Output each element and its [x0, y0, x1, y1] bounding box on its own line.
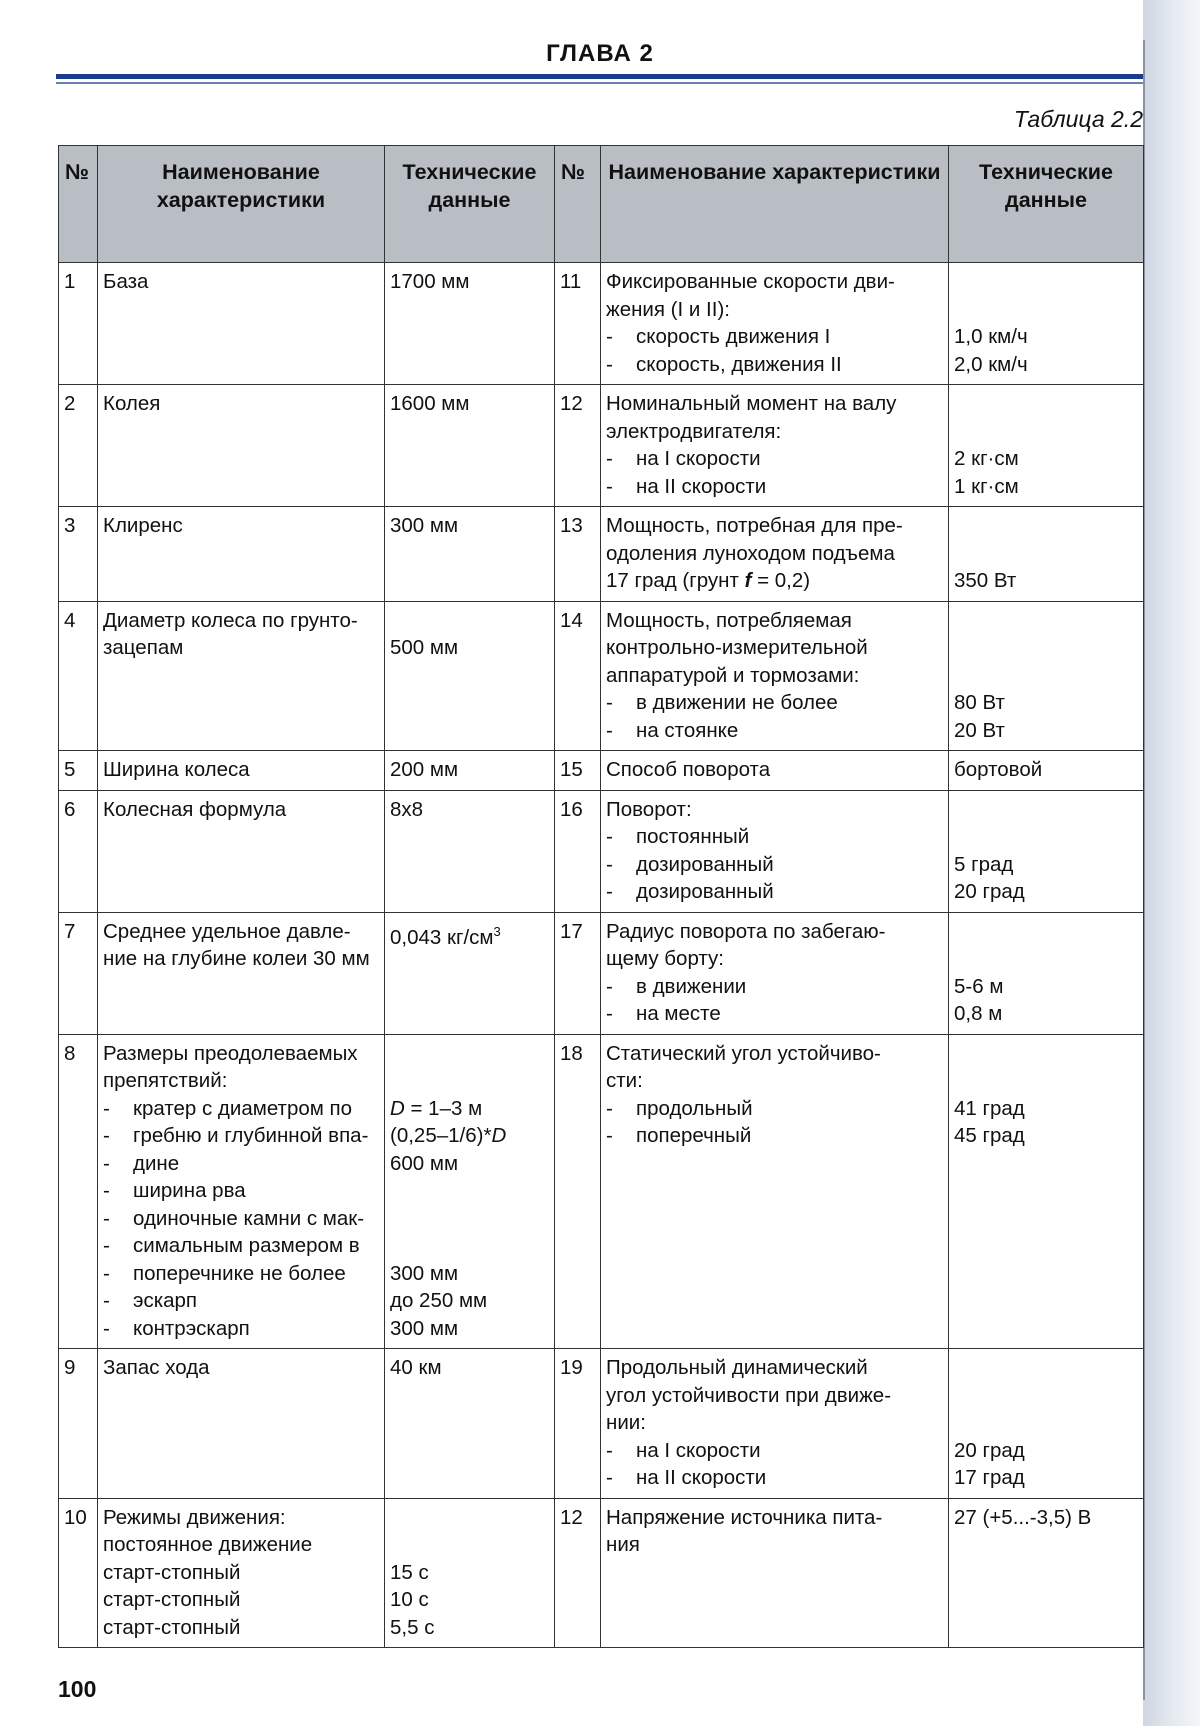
- list-item-continuation: - дине: [103, 1150, 379, 1178]
- table-row: [59, 1349, 1144, 1499]
- cell-line: 5,5 с: [390, 1615, 435, 1639]
- table-row: [59, 1498, 1144, 1648]
- cell-line: Номинальный момент на валу: [606, 392, 897, 415]
- list-item: - на стоянке: [606, 717, 943, 745]
- cell-line: Напряжение источника пита-: [606, 1505, 883, 1529]
- list-item: - продольный: [606, 1095, 943, 1123]
- cell-line: угол устойчивости при движе-: [606, 1383, 892, 1407]
- cell-line-blank: [954, 1382, 1138, 1410]
- cell-line: до 250 мм: [390, 1289, 488, 1312]
- cell-line: Продольный динамический: [606, 1356, 868, 1379]
- cell-line: 1 кг·см: [954, 474, 1019, 498]
- cell-line: Запас хода: [103, 1356, 210, 1379]
- list-item: - скорость, движения II: [606, 351, 943, 379]
- item-value-right: [949, 385, 1144, 507]
- cell-line: 0,8 м: [954, 1002, 1003, 1025]
- table-row: [59, 601, 1144, 751]
- col-header-number-left: №: [59, 146, 98, 263]
- cell-line-blank: [390, 1232, 549, 1260]
- cell-line: 45 град: [954, 1124, 1025, 1147]
- item-name-right: [601, 751, 949, 791]
- cell-line: 300 мм: [390, 514, 459, 537]
- cell-line: 1600 мм: [390, 392, 470, 415]
- cell-line-blank: [954, 512, 1138, 540]
- cell-line-blank: [954, 1040, 1138, 1068]
- list-item: - кратер с диаметром по: [103, 1095, 379, 1123]
- cell-line: 20 град: [954, 880, 1025, 903]
- cell-line: Режимы движения:: [103, 1505, 286, 1529]
- cell-line: 41 град: [954, 1096, 1025, 1120]
- item-name-left: [98, 601, 385, 751]
- cell-line-blank: [390, 1504, 549, 1532]
- cell-line: Фиксированные скорости дви-: [606, 270, 895, 293]
- item-value-right: [949, 1349, 1144, 1499]
- item-value-right: [949, 601, 1144, 751]
- cell-line: бортовой: [954, 758, 1043, 781]
- cell-line-blank: [390, 1040, 549, 1068]
- list-item: - постоянный: [606, 823, 943, 851]
- item-value-left: [385, 507, 555, 602]
- cell-line: 8x8: [390, 797, 424, 821]
- item-value-right: [949, 507, 1144, 602]
- header-rule: [56, 74, 1143, 79]
- list-item: - на I скорости: [606, 445, 943, 473]
- cell-line: Статический угол устойчиво-: [606, 1041, 881, 1065]
- list-item: - контрэскарп: [103, 1315, 379, 1343]
- cell-line: 200 мм: [390, 758, 459, 781]
- cell-line: 27 (+5...-3,5) В: [954, 1505, 1092, 1529]
- item-number-right: 12: [555, 1498, 601, 1648]
- cell-line-blank: [954, 296, 1138, 324]
- cell-line: сти:: [606, 1069, 643, 1092]
- list-item: - на месте: [606, 1000, 943, 1028]
- header-rule-thin: [56, 82, 1143, 84]
- cell-line: щему борту:: [606, 947, 724, 970]
- list-item: - дозированный: [606, 878, 943, 906]
- cell-line: одоления луноходом подъема: [606, 541, 895, 565]
- cell-line: контрольно-измерительной: [606, 636, 868, 659]
- item-name-left: [98, 507, 385, 602]
- cell-line: 10 с: [390, 1588, 429, 1611]
- item-value-left: [385, 1498, 555, 1648]
- cell-line: 17 град (грунт f = 0,2): [606, 569, 811, 592]
- list-item-continuation: - симальным размером в: [103, 1232, 379, 1260]
- cell-line: 1700 мм: [390, 270, 470, 293]
- cell-line-blank: [954, 945, 1138, 973]
- cell-line: ние на глубине колеи 30 мм: [103, 947, 370, 970]
- item-number-right: 12: [555, 385, 601, 507]
- cell-line: 2,0 км/ч: [954, 352, 1028, 376]
- cell-line: (0,25–1/6)*D: [390, 1124, 507, 1147]
- list-item: - на I скорости: [606, 1437, 943, 1465]
- item-value-right: [949, 1034, 1144, 1349]
- item-name-left: [98, 1349, 385, 1499]
- item-number-right: 14: [555, 601, 601, 751]
- item-name-right: [601, 1498, 949, 1648]
- cell-line: ния: [606, 1533, 640, 1556]
- cell-line: аппаратурой и тормозами:: [606, 663, 860, 687]
- cell-line: 20 град: [954, 1438, 1025, 1462]
- list-item: - ширина рва: [103, 1177, 379, 1205]
- list-item: - в движении не более: [606, 689, 943, 717]
- cell-line-blank: [390, 1177, 549, 1205]
- cell-line: Ширина колеса: [103, 758, 250, 781]
- cell-line: 2 кг·см: [954, 447, 1019, 470]
- list-item-continuation: - поперечнике не более: [103, 1260, 379, 1288]
- list-item: - на II скорости: [606, 473, 943, 501]
- list-item: - поперечный: [606, 1122, 943, 1150]
- cell-line: Способ поворота: [606, 758, 771, 781]
- item-name-left: [98, 790, 385, 912]
- item-number-right: 11: [555, 263, 601, 385]
- item-value-left: [385, 1034, 555, 1349]
- cell-line-blank: [954, 823, 1138, 851]
- cell-line: 80 Вт: [954, 691, 1005, 714]
- col-header-number-right: №: [555, 146, 601, 263]
- list-item-continuation: - гребню и глубинной впа-: [103, 1122, 379, 1150]
- item-name-right: [601, 912, 949, 1034]
- cell-line: Мощность, потребляемая: [606, 608, 852, 632]
- table-row: [59, 751, 1144, 791]
- cell-line: старт-стопный: [103, 1588, 241, 1611]
- item-name-left: [98, 385, 385, 507]
- cell-line: 500 мм: [390, 636, 459, 659]
- cell-line: старт-стопный: [103, 1560, 241, 1584]
- cell-line-blank: [390, 1067, 549, 1095]
- list-item: - в движении: [606, 973, 943, 1001]
- cell-line: нии:: [606, 1411, 646, 1434]
- item-value-left: [385, 912, 555, 1034]
- item-name-left: [98, 1498, 385, 1648]
- item-value-right: [949, 912, 1144, 1034]
- table-row: [59, 385, 1144, 507]
- cell-line: 350 Вт: [954, 569, 1017, 592]
- cell-line: Среднее удельное давле-: [103, 919, 351, 943]
- item-number-left: 2: [59, 385, 98, 507]
- list-item: - скорость движения I: [606, 323, 943, 351]
- cell-line: Радиус поворота по забегаю-: [606, 919, 886, 943]
- item-number-right: 16: [555, 790, 601, 912]
- item-value-left: [385, 1349, 555, 1499]
- cell-line-blank: [954, 1067, 1138, 1095]
- page-number: 100: [58, 1676, 97, 1702]
- cell-line: Мощность, потребная для пре-: [606, 514, 903, 537]
- cell-line: зацепам: [103, 636, 184, 659]
- item-number-left: 4: [59, 601, 98, 751]
- cell-line-blank: [954, 390, 1138, 418]
- item-number-right: 19: [555, 1349, 601, 1499]
- cell-line: старт-стопный: [103, 1615, 241, 1639]
- cell-line: 5-6 м: [954, 974, 1004, 998]
- cell-line-blank: [954, 418, 1138, 446]
- item-number-left: 10: [59, 1498, 98, 1648]
- item-number-right: 17: [555, 912, 601, 1034]
- item-number-left: 5: [59, 751, 98, 791]
- table-row: [59, 263, 1144, 385]
- item-value-left: [385, 385, 555, 507]
- cell-line: 15 с: [390, 1560, 429, 1584]
- item-number-left: 1: [59, 263, 98, 385]
- cell-line: Клиренс: [103, 514, 183, 537]
- item-value-right: [949, 790, 1144, 912]
- cell-line: База: [103, 270, 149, 293]
- item-name-left: [98, 263, 385, 385]
- chapter-heading: ГЛАВА 2: [546, 40, 654, 67]
- item-name-right: [601, 1034, 949, 1349]
- page-edge-shadow: [1143, 0, 1200, 1726]
- cell-line: 300 мм: [390, 1261, 459, 1285]
- item-number-left: 6: [59, 790, 98, 912]
- item-number-right: 13: [555, 507, 601, 602]
- cell-line: постоянное движение: [103, 1533, 313, 1556]
- cell-line-blank: [954, 796, 1138, 824]
- cell-line: 0,043 $кг/см^3$: [390, 923, 501, 949]
- item-number-left: 8: [59, 1034, 98, 1349]
- item-number-left: 3: [59, 507, 98, 602]
- cell-line-blank: [954, 540, 1138, 568]
- item-name-right: [601, 1349, 949, 1499]
- cell-line: Колесная формула: [103, 797, 287, 821]
- cell-line: жения (I и II):: [606, 297, 730, 321]
- cell-line: 20 Вт: [954, 718, 1005, 742]
- list-item: - на II скорости: [606, 1464, 943, 1492]
- cell-line-blank: [954, 662, 1138, 690]
- table-row: [59, 507, 1144, 602]
- item-name-left: [98, 912, 385, 1034]
- cell-line-blank: [954, 607, 1138, 635]
- item-value-left: [385, 751, 555, 791]
- cell-line-blank: [954, 268, 1138, 296]
- cell-line: электродвигателя:: [606, 419, 782, 443]
- cell-line: D = 1–3 м: [390, 1096, 483, 1120]
- cell-line: 600 мм: [390, 1151, 459, 1175]
- table-caption: Таблица 2.2: [1013, 106, 1143, 132]
- item-number-right: 15: [555, 751, 601, 791]
- spec-table: [58, 145, 1144, 1648]
- col-header-name-right: Наименование характеристики: [601, 146, 949, 263]
- cell-line-blank: [954, 918, 1138, 946]
- cell-line-blank: [390, 1205, 549, 1233]
- item-number-right: 18: [555, 1034, 601, 1349]
- item-name-right: [601, 507, 949, 602]
- col-header-data-right: Технические данные: [949, 146, 1144, 263]
- item-number-left: 9: [59, 1349, 98, 1499]
- cell-line-blank: [954, 1409, 1138, 1437]
- cell-line: Колея: [103, 392, 161, 415]
- item-name-left: [98, 751, 385, 791]
- table-header-row: [59, 146, 1144, 263]
- table-row: [59, 790, 1144, 912]
- list-item: - дозированный: [606, 851, 943, 879]
- cell-line: 300 мм: [390, 1316, 459, 1340]
- cell-line: 40 км: [390, 1356, 442, 1379]
- cell-line: 1,0 км/ч: [954, 325, 1028, 348]
- item-value-right: [949, 751, 1144, 791]
- cell-line: 17 град: [954, 1466, 1025, 1489]
- item-value-left: [385, 601, 555, 751]
- col-header-data-left: Технические данные: [385, 146, 555, 263]
- item-name-right: [601, 263, 949, 385]
- item-number-left: 7: [59, 912, 98, 1034]
- list-item: - одиночные камни с мак-: [103, 1205, 379, 1233]
- item-name-left: [98, 1034, 385, 1349]
- cell-line: 5 град: [954, 852, 1014, 876]
- item-name-right: [601, 790, 949, 912]
- cell-line: препятствий:: [103, 1069, 228, 1092]
- item-value-left: [385, 790, 555, 912]
- table-row: [59, 1034, 1144, 1349]
- item-name-right: [601, 601, 949, 751]
- item-name-right: [601, 385, 949, 507]
- item-value-right: [949, 1498, 1144, 1648]
- table-row: [59, 912, 1144, 1034]
- cell-line-blank: [954, 1354, 1138, 1382]
- cell-line: Поворот:: [606, 797, 692, 821]
- item-value-left: [385, 263, 555, 385]
- item-value-right: [949, 263, 1144, 385]
- col-header-name-left: Наименование характеристики: [98, 146, 385, 263]
- cell-line: Диаметр колеса по грунто-: [103, 608, 358, 632]
- list-item: - эскарп: [103, 1287, 379, 1315]
- cell-line-blank: [390, 607, 549, 635]
- cell-line: Размеры преодолеваемых: [103, 1041, 358, 1065]
- cell-line-blank: [954, 634, 1138, 662]
- cell-line-blank: [390, 1531, 549, 1559]
